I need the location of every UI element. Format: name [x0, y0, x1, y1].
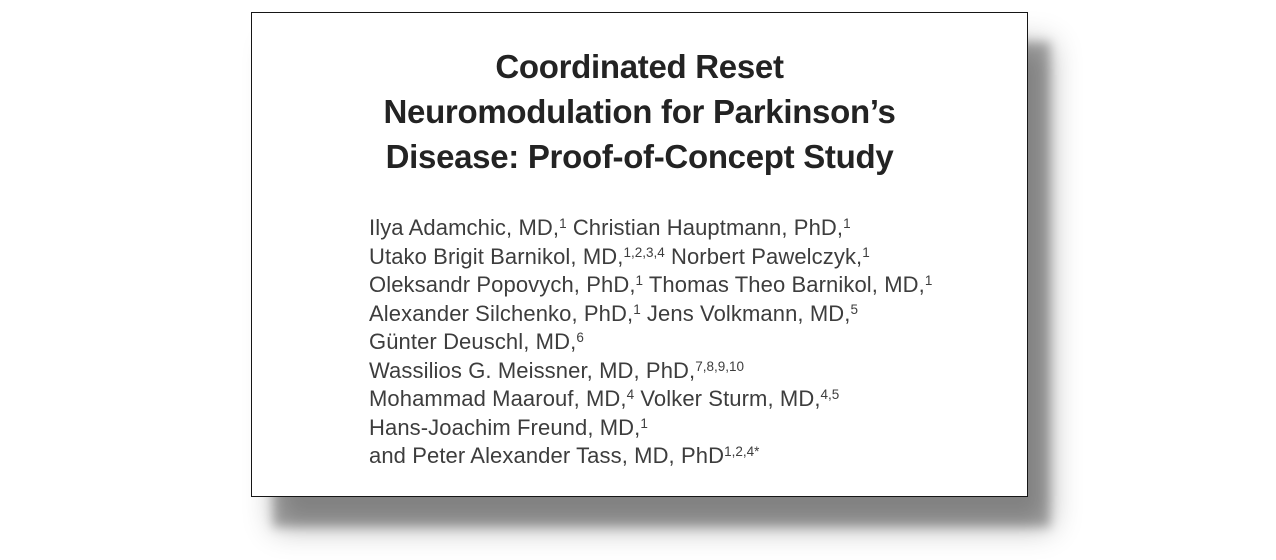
author-list: [252, 214, 1027, 471]
affiliation-superscript: 4: [626, 387, 635, 403]
author-name-text: Utako Brigit Barnikol, MD,: [369, 243, 624, 269]
author-name-text: Norbert Pawelczyk,: [664, 243, 863, 269]
affiliation-superscript: 1: [559, 216, 567, 232]
author-name-text: Oleksandr Popovych, PhD,: [369, 272, 636, 297]
author-name-text: Thomas Theo Barnikol, MD,: [643, 272, 925, 297]
author-line: [369, 442, 997, 471]
author-name-text: Alexander Silchenko, PhD,: [369, 300, 634, 326]
author-line: [369, 243, 997, 272]
author-name-text: Mohammad Maarouf, MD,: [369, 386, 627, 411]
affiliation-superscript: 1: [924, 273, 933, 289]
author-line: [369, 271, 997, 300]
affiliation-superscript: 1: [843, 216, 851, 232]
affiliation-superscript: 1: [862, 244, 870, 260]
paper-title: [252, 13, 1027, 179]
affiliation-superscript: 1: [633, 301, 641, 317]
affiliation-superscript: 1,2,3,4: [623, 244, 665, 260]
paper-title-line: Disease: Proof-of-Concept Study: [385, 138, 894, 175]
affiliation-superscript: 1: [635, 273, 644, 289]
author-name-text: Hans-Joachim Freund, MD,: [369, 414, 641, 440]
author-line: [369, 414, 997, 443]
author-name-text: Wassilios G. Meissner, MD, PhD,: [369, 357, 696, 383]
author-line: [369, 357, 997, 386]
author-line: [369, 214, 997, 243]
affiliation-superscript: 5: [850, 301, 858, 317]
affiliation-superscript: 1: [640, 415, 648, 431]
affiliation-superscript: 1,2,4*: [724, 444, 760, 460]
author-line: [369, 300, 997, 329]
author-line: [369, 328, 997, 357]
author-name-text: Christian Hauptmann, PhD,: [566, 215, 844, 240]
author-name-text: Jens Volkmann, MD,: [640, 300, 851, 326]
paper-page: [251, 12, 1028, 497]
author-line: [369, 385, 997, 414]
affiliation-superscript: 6: [576, 330, 584, 346]
paper-title-line: Neuromodulation for Parkinson’s: [383, 93, 896, 130]
author-name-text: Ilya Adamchic, MD,: [369, 215, 560, 240]
paper-title-line: Coordinated Reset: [495, 48, 784, 85]
author-name-text: Günter Deuschl, MD,: [369, 329, 577, 354]
affiliation-superscript: 4,5: [820, 387, 840, 403]
author-name-text: and Peter Alexander Tass, MD, PhD: [369, 443, 725, 468]
author-name-text: Volker Sturm, MD,: [634, 386, 821, 411]
affiliation-superscript: 7,8,9,10: [695, 358, 745, 374]
